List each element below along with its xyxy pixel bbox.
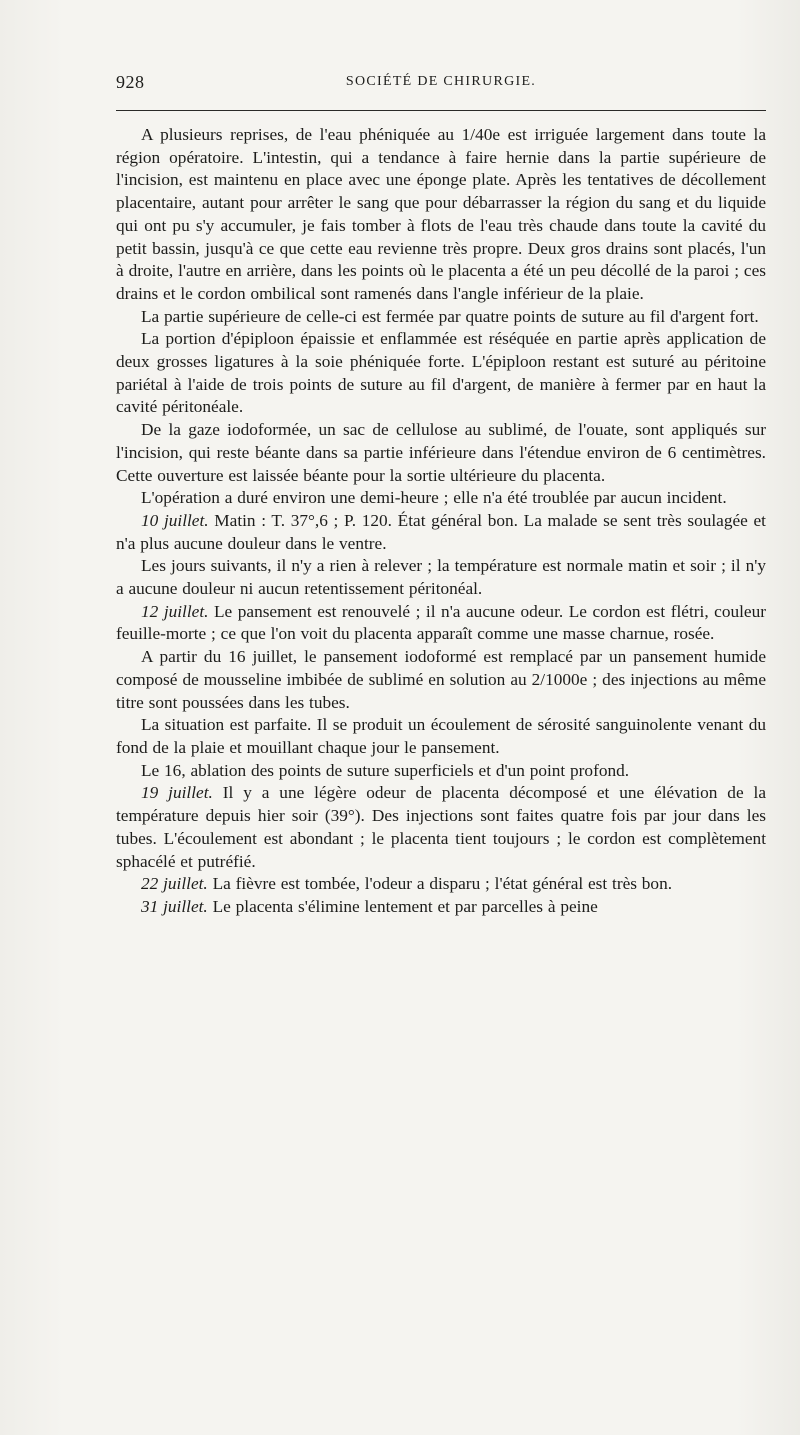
paragraph-date: 22 juillet. xyxy=(141,874,208,894)
paragraph xyxy=(116,124,766,306)
paragraph-date: 31 juillet. xyxy=(141,896,208,916)
paragraph-text: L'opération a duré environ une demi-heure ; elle n'a été troublée par aucun incident. xyxy=(141,488,727,508)
paragraph-text: La portion d'épiploon épaissie et enflammée est réséquée en partie après application de deux grosses ligatures à la soie phéniquée forte. L'épiploon restant est suturé au péritoine pariétal à l'aide de trois points de suture au fil d'argent, de manière à fermer par en haut la cavité péritonéale. xyxy=(116,329,766,417)
paragraph-text: A partir du 16 juillet, le pansement iodoformé est remplacé par un pansement humide composé de mousseline imbibée de sublimé en solution au 2/1000e ; des injections au même titre sont poussées dans les tubes. xyxy=(116,647,766,712)
paragraph xyxy=(116,306,766,329)
paragraph-text: Les jours suivants, il n'y a rien à relever ; la température est normale matin et soir ; il n'y a aucune douleur ni aucun retentissement péritonéal. xyxy=(116,556,766,599)
paragraph xyxy=(116,328,766,419)
paragraph-date: 12 juillet. xyxy=(141,601,209,621)
paragraph xyxy=(116,782,766,873)
paragraph xyxy=(116,714,766,759)
body-text xyxy=(116,124,766,919)
paragraph-text: A plusieurs reprises, de l'eau phéniquée au 1/40e est irriguée largement dans toute la région opératoire. L'intestin, qui a tendance à faire hernie dans la partie supérieure de l'incision, est maintenu en place avec une éponge plate. Après les tentatives de décollement placentaire, autant pour arrêter le sang que pour débarrasser la région du sang et du liquide qui ont pu s'y accumuler, je fais tomber à flots de l'eau très chaude dans toute la cavité du petit bassin, jusqu'à ce que cette eau revienne très propre. Deux gros drains sont placés, l'un à droite, l'autre en arrière, dans les points où le placenta a été un peu décollé de la paroi ; ces drains et le cordon ombilical sont ramenés dans l'angle inférieur de la plaie. xyxy=(116,125,766,303)
paragraph xyxy=(116,896,766,919)
paragraph xyxy=(116,487,766,510)
paragraph-text: Le 16, ablation des points de suture superficiels et d'un point profond. xyxy=(141,760,630,780)
paragraph xyxy=(116,646,766,714)
paragraph xyxy=(116,510,766,555)
header-rule xyxy=(116,110,766,111)
paragraph-text: Le pansement est renouvelé ; il n'a aucune odeur. Le cordon est flétri, couleur feuille-morte ; ce que l'on voit du placenta apparaît comme une masse charnue, rosée. xyxy=(116,601,766,644)
paragraph xyxy=(116,419,766,487)
paragraph-text: Matin : T. 37°,6 ; P. 120. État général bon. La malade se sent très soulagée et n'a plus aucune douleur dans le ventre. xyxy=(116,510,766,553)
paragraph-text: La fièvre est tombée, l'odeur a disparu ; l'état général est très bon. xyxy=(212,874,673,894)
paragraph-text: Il y a une légère odeur de placenta décomposé et une élévation de la température depuis hier soir (39°). Des injections sont faites quatre fois par jour dans les tubes. L'écoulement est abondant ; le placenta tient toujours ; le cordon est complètement sphacélé et putréfié. xyxy=(116,783,766,871)
paragraph-date: 10 juillet. xyxy=(141,510,209,530)
paragraph-text: La partie supérieure de celle-ci est fermée par quatre points de suture au fil d'argent fort. xyxy=(141,306,759,326)
running-title: SOCIÉTÉ DE CHIRURGIE. xyxy=(345,74,537,89)
paragraph-text: Le placenta s'élimine lentement et par parcelles à peine xyxy=(212,896,598,916)
page-number: 928 xyxy=(116,72,145,92)
paragraph-date: 19 juillet. xyxy=(141,783,213,803)
paragraph xyxy=(116,760,766,783)
paragraph-text: De la gaze iodoformée, un sac de cellulose au sublimé, de l'ouate, sont appliqués sur l'incision, qui reste béante dans sa partie inférieure dans l'étendue environ de 6 centimètres. Cette ouverture est laissée béante pour la sortie ultérieure du placenta. xyxy=(116,420,766,485)
paragraph-text: La situation est parfaite. Il se produit un écoulement de sérosité sanguinolente venant du fond de la plaie et mouillant chaque jour le pansement. xyxy=(116,715,766,757)
paragraph xyxy=(116,555,766,600)
paragraph xyxy=(116,601,766,646)
page-header xyxy=(116,72,766,96)
paragraph xyxy=(116,873,766,896)
